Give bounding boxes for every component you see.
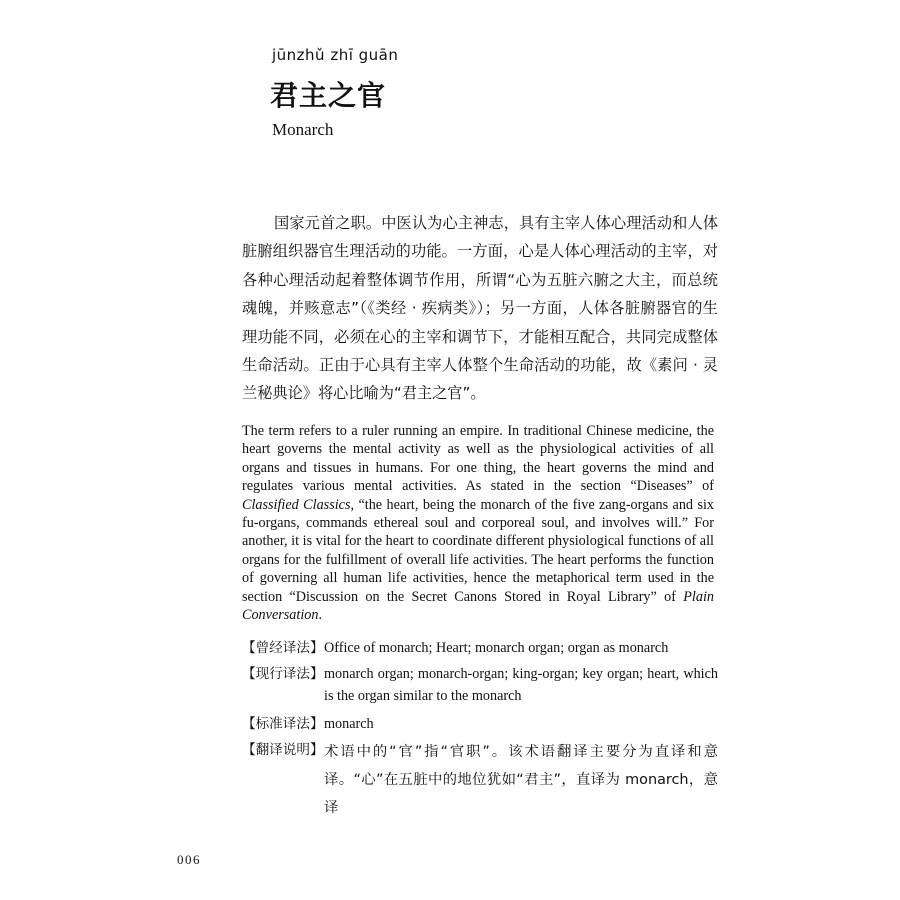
previous-translation-value: Office of monarch; Heart; monarch organ; organ as monarch bbox=[324, 640, 669, 656]
current-translation-value: monarch organ; monarch-organ; king-organ; key organ; heart, which is the organ similar to the monarch bbox=[324, 666, 718, 704]
book-title-plain-conversation: Plain Conversation bbox=[242, 588, 714, 624]
standard-translation-value: monarch bbox=[324, 716, 374, 732]
translation-note-value: 术语中的“官”指“官职”。该术语翻译主要分为直译和意译。“心”在五脏中的地位犹如“君主”，直译为 monarch，意译 bbox=[324, 744, 718, 816]
book-title-classified-classics: Classified Classics bbox=[242, 496, 351, 513]
current-translation-row bbox=[242, 663, 718, 707]
standard-translation-label: 【标准译法】 bbox=[242, 716, 324, 732]
entry-title-english: Monarch bbox=[272, 120, 334, 139]
previous-translation-row bbox=[242, 636, 718, 660]
previous-translation-label: 【曾经译法】 bbox=[242, 640, 324, 656]
translation-note-label: 【翻译说明】 bbox=[242, 742, 324, 758]
page-number: 006 bbox=[177, 852, 201, 867]
current-translation-label: 【现行译法】 bbox=[242, 666, 324, 682]
english-text-part-3: . bbox=[318, 607, 322, 624]
standard-translation-row bbox=[242, 712, 718, 736]
english-definition-paragraph bbox=[242, 422, 714, 624]
english-text-part-1: The term refers to a ruler running an empire. In traditional Chinese medicine, the heart governs the mental activity as well as the physiological activities of all organs and tissues in humans. For one thing, the heart governs the mind and regulates various mental activities. As stated in the section “Diseases” of bbox=[242, 423, 714, 495]
entry-pinyin: jūnzhǔ zhī guān bbox=[272, 46, 399, 64]
translation-note-row bbox=[242, 738, 718, 822]
entry-title-chinese: 君主之官 bbox=[270, 79, 387, 112]
english-text-part-2: , “the heart, being the monarch of the five zang-organs and six fu-organs, commands ethereal soul and corporeal soul, and involves will.” For another, it is vital for the heart to coordinate different physiological functions of all organs for the fulfillment of overall life activities. The heart performs the function of governing all human life activities, hence the metaphorical term used in the section “Discussion on the Secret Canons Stored in Royal Library” of bbox=[242, 496, 714, 605]
chinese-definition-paragraph: 国家元首之职。中医认为心主神志，具有主宰人体心理活动和人体脏腑组织器官生理活动的功能。一方面，心是人体心理活动的主宰，对各种心理活动起着整体调节作用，所谓“心为五脏六腑之大主，而总统魂魄，并赅意志”（《类经 · 疾病类》）；另一方面，人体各脏腑器官的生理功能不同，必须在心的主宰和调节下，才能相互配合，共同完成整体生命活动。正由于心具有主宰人体整个生命活动的功能，故《素问 · 灵兰秘典论》将心比喻为“君主之官”。 bbox=[242, 214, 718, 403]
